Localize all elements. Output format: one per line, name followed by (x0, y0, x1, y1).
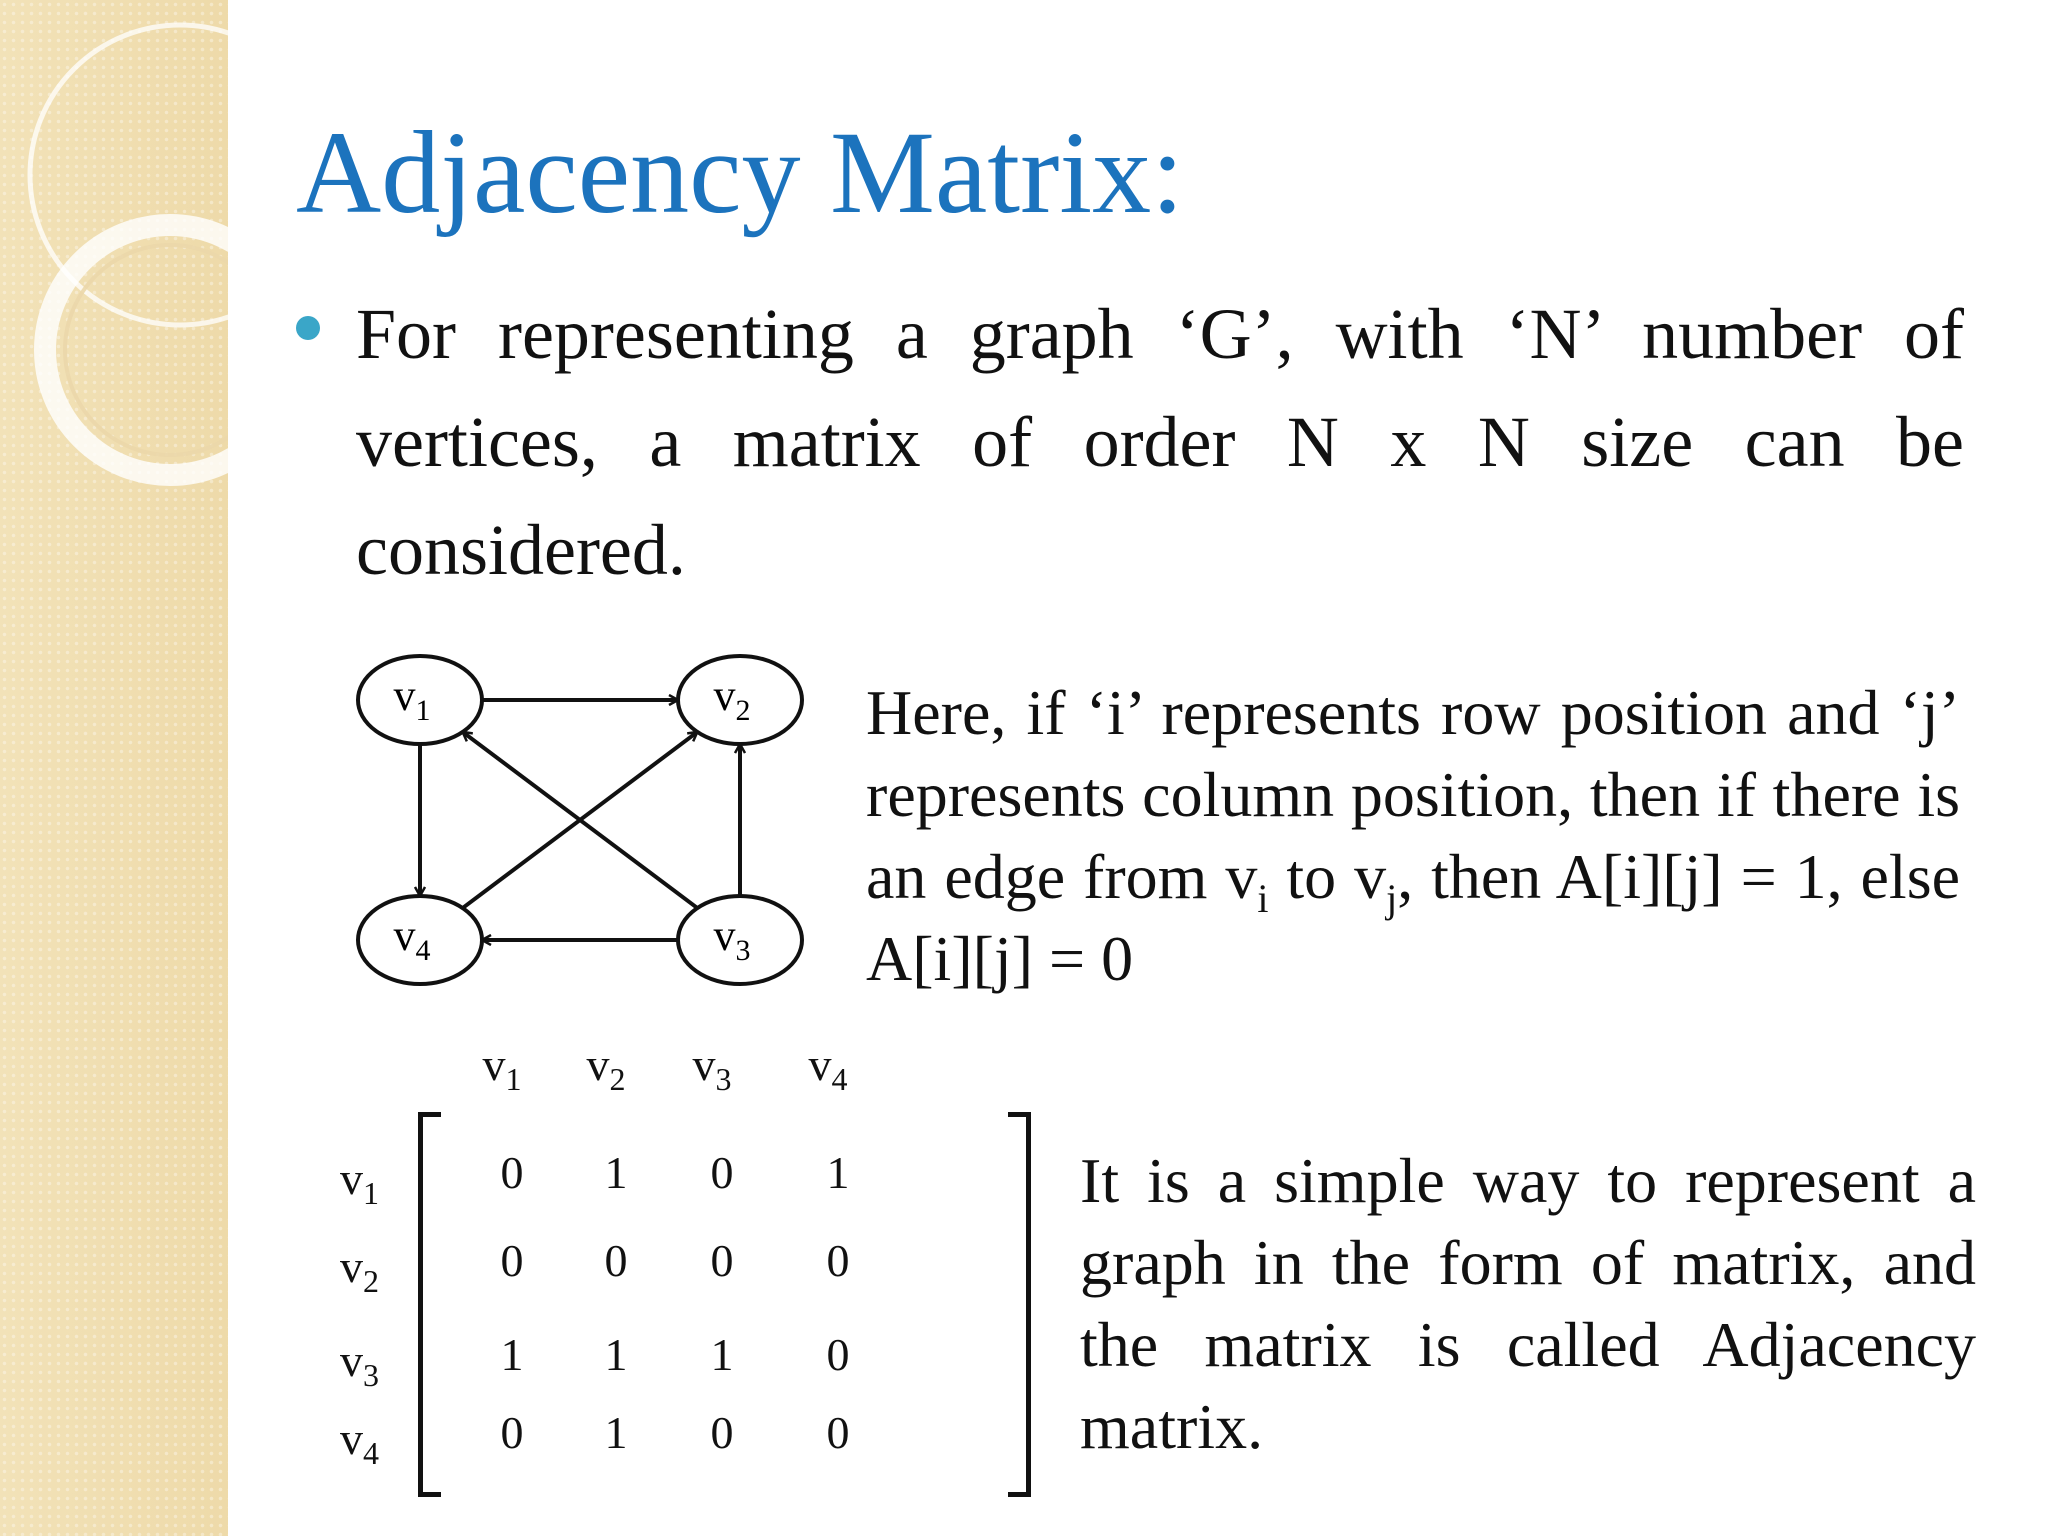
matrix-row-header: $v_3$ (340, 1335, 379, 1394)
matrix-cell: 0 (500, 1147, 524, 1198)
matrix-cell: 0 (710, 1407, 734, 1458)
description-edge-rule (866, 672, 1960, 1000)
matrix-cell: 0 (500, 1235, 524, 1286)
adjacency-matrix (320, 1040, 1050, 1500)
graph-node-label: $v_1$ (393, 671, 431, 727)
matrix-cell: 0 (710, 1147, 734, 1198)
slide-title: Adjacency Matrix: (296, 107, 1184, 238)
matrix-right-bracket (1008, 1112, 1031, 1497)
matrix-cell: 1 (500, 1329, 524, 1380)
matrix-cell: 1 (604, 1407, 628, 1458)
matrix-column-header: $v_4$ (808, 1039, 848, 1098)
description-text-part1: Here, if ‘i’ represents row position and ‘j’ represents column position, then if there is an edge from v (866, 677, 1960, 912)
matrix-left-bracket (418, 1112, 441, 1497)
matrix-column-header: $v_1$ (482, 1039, 522, 1098)
description-summary: It is a simple way to represent a graph in the form of matrix, and the matrix is called Adjacency matrix. (1080, 1145, 1976, 1462)
subscript-i: i (1257, 875, 1269, 921)
description-text-part2: to v (1268, 841, 1387, 912)
matrix-row-header: $v_4$ (340, 1413, 379, 1472)
matrix-row-header: $v_2$ (340, 1241, 379, 1300)
matrix-cell: 0 (710, 1235, 734, 1286)
bullet-icon (296, 316, 320, 340)
matrix-cell: 0 (826, 1329, 850, 1380)
matrix-column-header: $v_3$ (692, 1039, 732, 1098)
directed-graph-diagram (350, 650, 820, 1000)
description-text-part3: , then A[i][j] = 1, else A[i][j] = 0 (866, 841, 1960, 994)
matrix-cell: 0 (604, 1235, 628, 1286)
graph-node-label: $v_2$ (713, 671, 751, 727)
subscript-j: j (1386, 875, 1398, 921)
matrix-cell: 0 (826, 1407, 850, 1458)
sidebar-swirl-ornament (0, 0, 228, 1536)
graph-node-label: $v_3$ (713, 911, 751, 967)
graph-node-label: $v_4$ (393, 911, 431, 967)
matrix-cell: 0 (500, 1407, 524, 1458)
decorative-sidebar (0, 0, 228, 1536)
matrix-cell: 1 (604, 1147, 628, 1198)
matrix-cell: 0 (826, 1235, 850, 1286)
matrix-cell: 1 (604, 1329, 628, 1380)
matrix-row-header: $v_1$ (340, 1153, 379, 1212)
matrix-cell: 1 (826, 1147, 850, 1198)
matrix-cell: 1 (710, 1329, 734, 1380)
matrix-column-header: $v_2$ (586, 1039, 626, 1098)
bullet-text: For representing a graph ‘G’, with ‘N’ number of vertices, a matrix of order N x N size can be considered. (356, 294, 1964, 590)
